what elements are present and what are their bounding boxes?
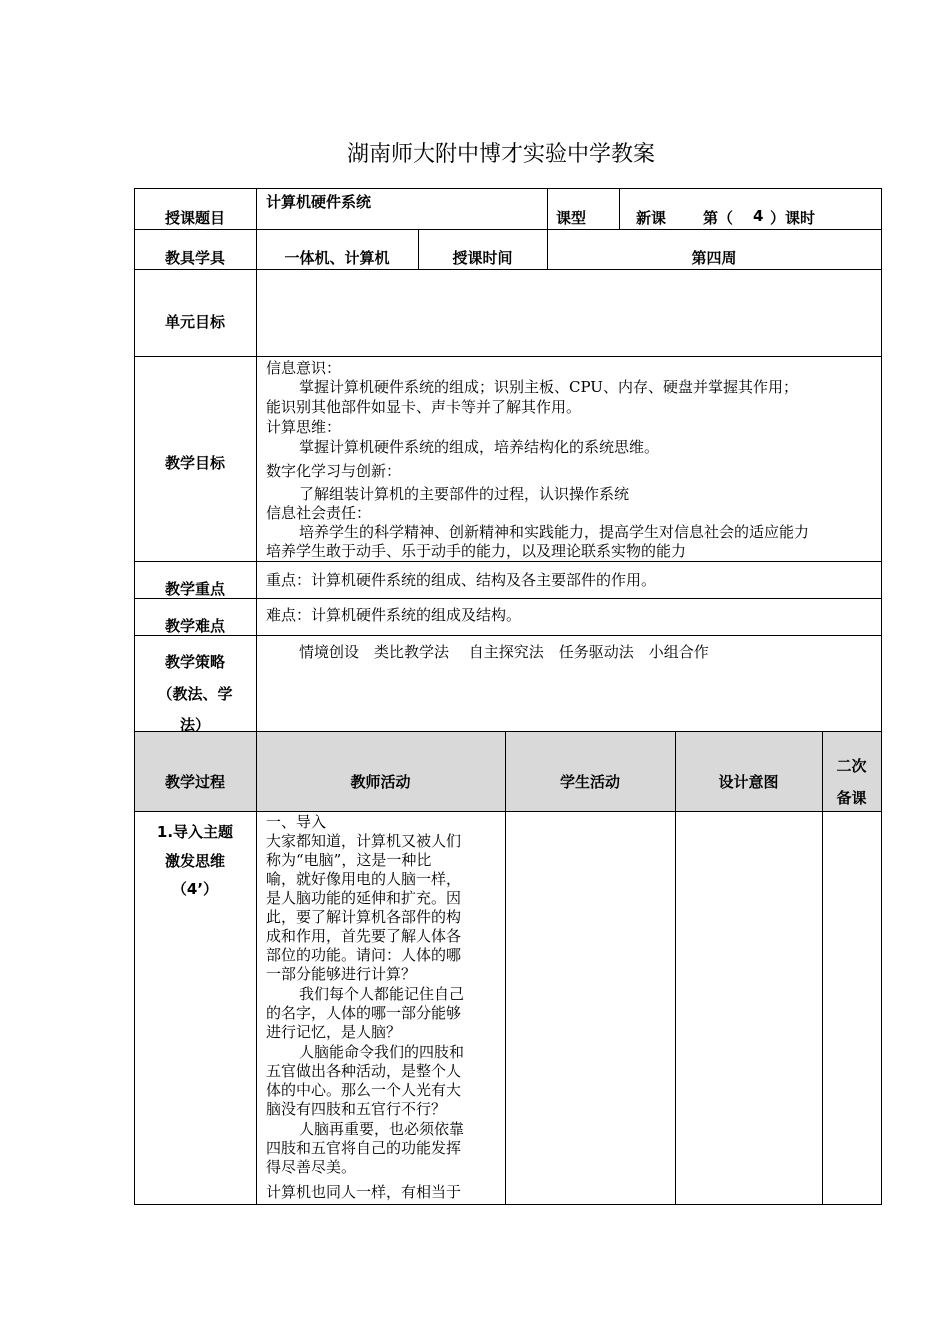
- teacher-activity-line: 此，要了解计算机各部件的构: [266, 908, 462, 926]
- step1-label-line1: 1.导入主题: [156, 823, 234, 841]
- teacher-activity-line: 体的中心。那么一个人光有大: [266, 1081, 462, 1099]
- teacher-activity-line: 一部分能够进行计算？: [266, 965, 417, 983]
- strategy-label-line2: （教法、学: [157, 685, 233, 703]
- goal-line: 信息意识：: [266, 359, 342, 377]
- teacher-activity-line: 是人脑功能的延伸和扩充。因: [266, 889, 462, 907]
- teacher-activity-line: 我们每个人都能记住自己: [299, 985, 465, 1003]
- key-point-label: 教学重点: [164, 580, 225, 598]
- teacher-activity-line: 喻，就好像用电的人脑一样，: [266, 870, 462, 888]
- tools-label: 教具学具: [164, 249, 225, 267]
- lesson-type-label: 课型: [556, 209, 587, 227]
- teacher-activity-line: 四肢和五官将自己的功能发挥: [266, 1139, 462, 1157]
- teacher-activity-header: 教师活动: [350, 773, 411, 791]
- teacher-activity-line: 一、导入: [266, 813, 327, 831]
- design-intent-header: 设计意图: [718, 773, 779, 791]
- teacher-activity-line: 五官做出各种活动，是整个人: [266, 1062, 462, 1080]
- lesson-number: 4: [753, 207, 764, 225]
- goal-line: 培养学生敢于动手、乐于动手的能力，以及理论联系实物的能力: [266, 542, 687, 560]
- lesson-number-prefix: 第（: [703, 209, 734, 227]
- difficulty-label: 教学难点: [164, 617, 225, 635]
- tools-value: 一体机、计算机: [284, 249, 390, 267]
- teacher-activity-line: 计算机也同人一样，有相当于: [266, 1183, 462, 1201]
- unit-goal-label: 单元目标: [164, 313, 225, 331]
- difficulty-content: 难点：计算机硬件系统的组成及结构。: [266, 606, 522, 624]
- goal-line: 掌握计算机硬件系统的组成；识别主板、CPU、内存、硬盘并掌握其作用；: [299, 378, 798, 396]
- teaching-goal-label: 教学目标: [164, 454, 225, 472]
- step1-label-line2: 激发思维: [164, 852, 225, 870]
- lesson-number-suffix: ）课时: [770, 209, 816, 227]
- document-title: 湖南师大附中博才实验中学教案: [346, 142, 655, 167]
- second-prep-header-line1: 二次: [836, 757, 867, 775]
- step1-label-line3: （4’）: [171, 880, 219, 898]
- key-point-content: 重点：计算机硬件系统的组成、结构及各主要部件的作用。: [266, 571, 657, 589]
- process-header: 教学过程: [164, 773, 225, 791]
- goal-line: 培养学生的科学精神、创新精神和实践能力，提高学生对信息社会的适应能力: [299, 523, 810, 541]
- strategy-content: 情境创设 类比教学法 自主探究法 任务驱动法 小组合作: [299, 643, 709, 661]
- goal-line: 数字化学习与创新：: [266, 462, 402, 480]
- teacher-activity-line: 的名字，人体的哪一部分能够: [266, 1004, 462, 1022]
- second-prep-header-line2: 备课: [836, 789, 867, 807]
- teacher-activity-line: 部位的功能。请问：人体的哪: [266, 946, 462, 964]
- strategy-label-line3: 法）: [179, 716, 210, 734]
- lesson-type-value: 新课: [636, 209, 667, 227]
- student-activity-header: 学生活动: [559, 773, 620, 791]
- topic-value: 计算机硬件系统: [266, 193, 372, 211]
- teacher-activity-line: 大家都知道，计算机又被人们: [266, 832, 462, 850]
- goal-line: 能识别其他部件如显卡、声卡等并了解其作用。: [266, 398, 582, 416]
- goal-line: 信息社会责任：: [266, 504, 372, 522]
- teacher-activity-line: 称为“电脑”，这是一种比: [266, 851, 432, 869]
- teacher-activity-line: 人脑能命令我们的四肢和: [299, 1043, 465, 1061]
- class-time-value: 第四周: [691, 249, 737, 267]
- goal-line: 了解组装计算机的主要部件的过程，认识操作系统: [299, 485, 630, 503]
- teacher-activity-line: 成和作用，首先要了解人体各: [266, 927, 462, 945]
- strategy-label-line1: 教学策略: [164, 653, 225, 671]
- class-time-label: 授课时间: [452, 249, 513, 267]
- goal-line: 掌握计算机硬件系统的组成，培养结构化的系统思维。: [299, 438, 660, 456]
- teacher-activity-line: 脑没有四肢和五官行不行？: [266, 1100, 447, 1118]
- topic-label: 授课题目: [164, 209, 225, 227]
- teacher-activity-line: 得尽善尽美。: [266, 1158, 357, 1176]
- teacher-activity-line: 进行记忆，是人脑？: [266, 1023, 402, 1041]
- goal-line: 计算思维：: [266, 418, 342, 436]
- teacher-activity-line: 人脑再重要，也必须依靠: [299, 1120, 465, 1138]
